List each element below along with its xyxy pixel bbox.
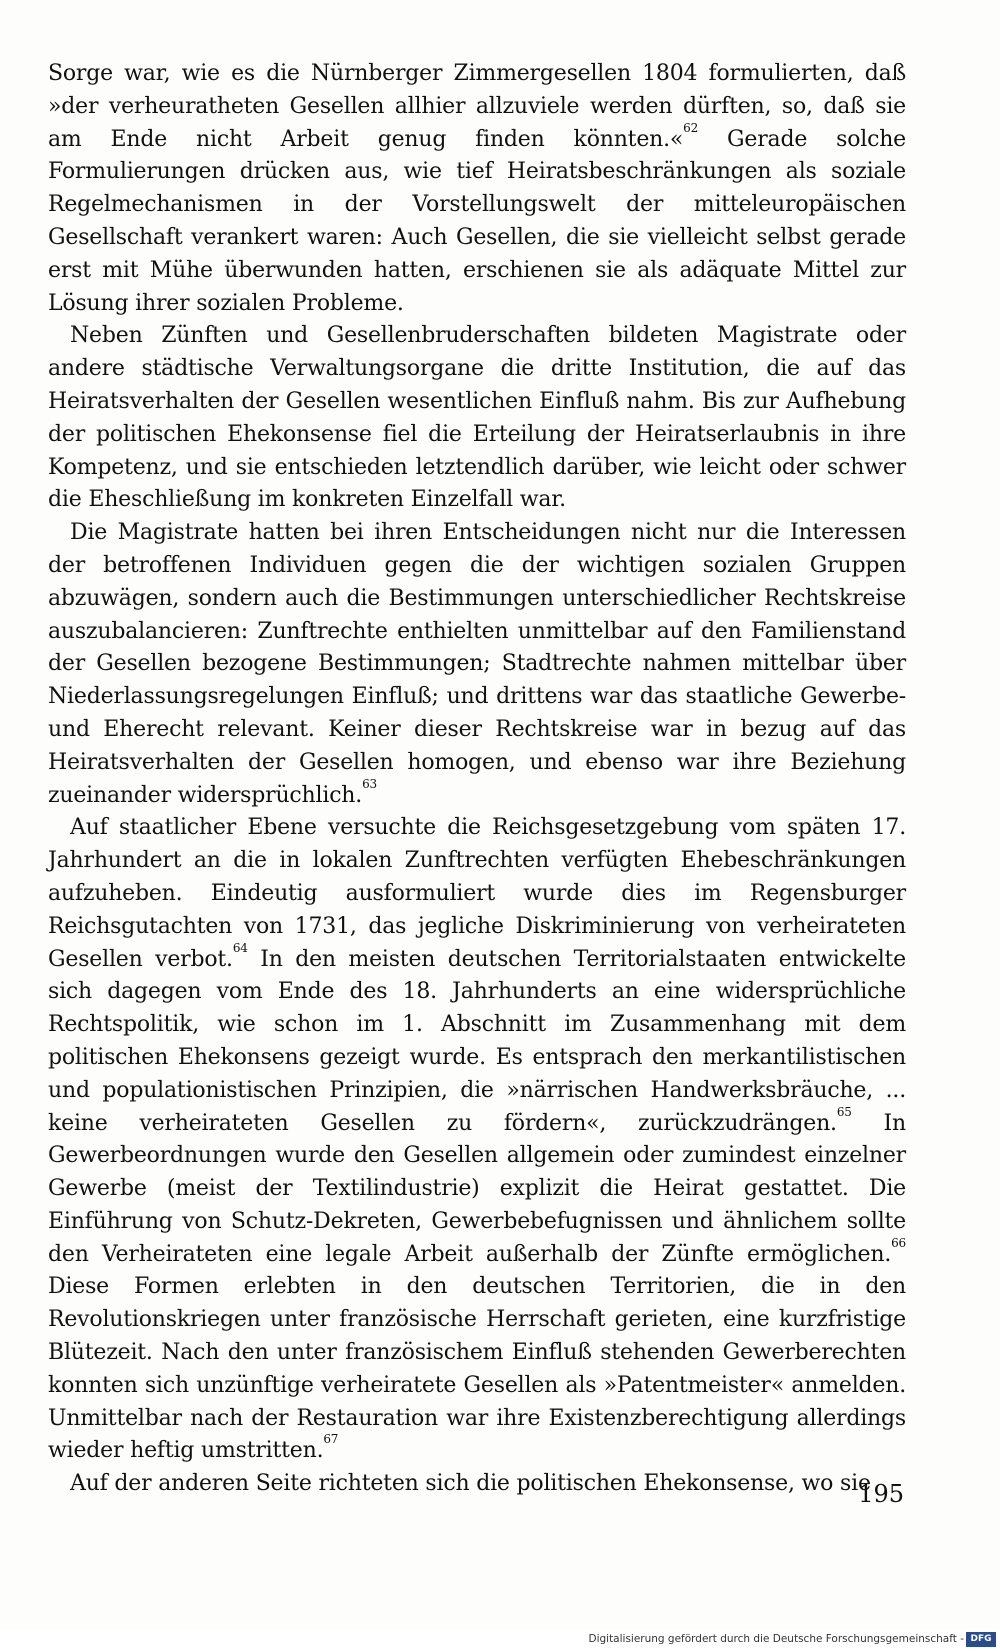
- footnote-marker: 66: [891, 1235, 906, 1250]
- footnote-marker: 65: [836, 1104, 852, 1119]
- paragraph: [48, 58, 906, 320]
- footnote-marker: 62: [683, 120, 699, 135]
- paragraph-text: Auf der anderen Seite richteten sich die politischen Ehekonsense, wo sie: [70, 1471, 871, 1497]
- body-text: [48, 58, 906, 1501]
- paragraph: [48, 812, 906, 1468]
- footnote-marker: 67: [323, 1432, 339, 1447]
- paragraph-text: In Gewerbeordnungen wurde den Gesellen allgemein oder zumindest einzelner Gewerbe (meist der Textilindustrie) explizit die Heirat gestattet. Die Einführung von Schutz-Dekreten, Gewerbebefugnissen und ähnlichem sollte den Verheirateten eine legale Arbeit außerhalb der Zünfte ermöglichen.: [48, 1110, 906, 1267]
- paragraph: [48, 1468, 906, 1501]
- footnote-marker: 63: [362, 776, 377, 791]
- footnote-marker: 64: [232, 940, 248, 955]
- paragraph-text: Diese Formen erlebten in den deutschen Territorien, die in den Revolutionskriegen unter französische Herrschaft gerieten, eine kurzfristige Blütezeit. Nach den unter französischem Einfluß stehenden Gewerberechten konnten sich unzünftige verheiratete Gesellen als »Patentmeister« anmelden. Unmittelbar nach der Restauration war ihre Existenzberechtigung allerdings wieder heftig umstritten.: [48, 1274, 906, 1464]
- dfg-logo: DFG: [966, 1632, 996, 1647]
- paragraph-text: In den meisten deutschen Territorialstaaten entwickelte sich dagegen vom Ende des 18. Jahrhunderts an eine widersprüchliche Rechtspolitik, wie schon im 1. Abschnitt im Zusammenhang mit dem politischen Ehekonsens gezeigt wurde. Es entsprach den merkantilistischen und populationistischen Prinzipien, die »närrischen Handwerksbräuche, ... keine verheirateten Gesellen zu fördern«, zurückzudrängen.: [48, 946, 906, 1136]
- digitization-footer: [0, 1630, 1000, 1651]
- paragraph: [48, 320, 906, 517]
- paragraph-text: Auf staatlicher Ebene versuchte die Reichsgesetzgebung vom späten 17. Jahrhundert an die in lokalen Zunftrechten verfügten Ehebeschränkungen aufzuheben. Eindeutig ausformuliert wurde dies im Regensburger Reichsgutachten von 1731, das jegliche Diskriminierung von verheirateten Gesellen verbot.: [48, 815, 906, 972]
- footer-credit-text: Digitalisierung gefördert durch die Deutsche Forschungsgemeinschaft -: [588, 1633, 964, 1645]
- paragraph-text: Die Magistrate hatten bei ihren Entscheidungen nicht nur die Interessen der betroffenen Individuen gegen die der wichtigen sozialen Gruppen abzuwägen, sondern auch die Bestimmungen unterschiedlicher Rechtskreise auszubalancieren: Zunftrechte enthielten unmittelbar auf den Familienstand der Gesellen bezogene Bestimmungen; Stadtrechte nahmen mittelbar über Niederlassungsregelungen Einfluß; und drittens war das staatliche Gewerbe- und Eherecht relevant. Keiner dieser Rechtskreise war in bezug auf das Heiratsverhalten der Gesellen homogen, und ebenso war ihre Beziehung zueinander widersprüchlich.: [48, 520, 906, 808]
- paragraph-text: Gerade solche Formulierungen drücken aus, wie tief Heiratsbeschränkungen als soziale Regelmechanismen in der Vorstellungswelt der mitteleuropäischen Gesellschaft verankert waren: Auch Gesellen, die sie vielleicht selbst gerade erst mit Mühe überwunden hatten, erschienen sie als adäquate Mittel zur Lösung ihrer sozialen Probleme.: [48, 126, 906, 316]
- paragraph: [48, 517, 906, 812]
- paragraph-text: Neben Zünften und Gesellenbruderschaften bildeten Magistrate oder andere städtische Verwaltungsorgane die dritte Institution, die auf das Heiratsverhalten der Gesellen wesentlichen Einfluß nahm. Bis zur Aufhebung der politischen Ehekonsense fiel die Erteilung der Heiratserlaubnis in ihre Kompetenz, und sie entschieden letztendlich darüber, wie leicht oder schwer die Eheschließung im konkreten Einzelfall war.: [48, 323, 906, 513]
- paragraph-text: Sorge war, wie es die Nürnberger Zimmergesellen 1804 formulierten, daß »der verheuratheten Gesellen allhier allzuviele werden dürften, so, daß sie am Ende nicht Arbeit genug finden könnten.«: [48, 61, 906, 152]
- page-number: 195: [858, 1480, 904, 1508]
